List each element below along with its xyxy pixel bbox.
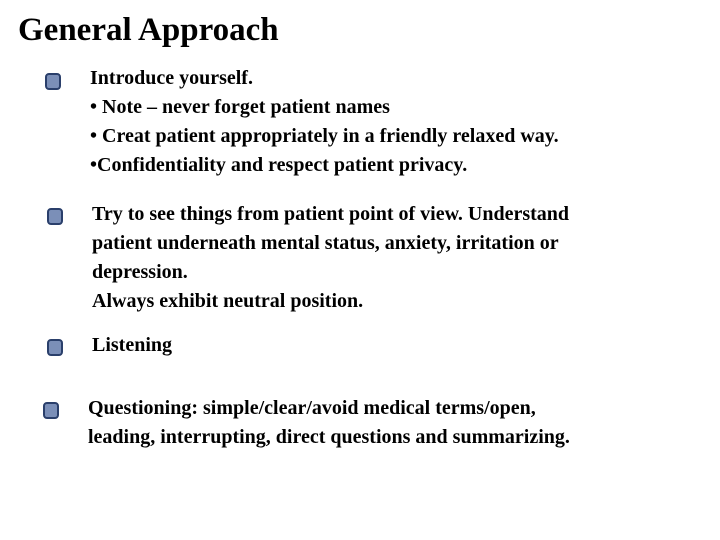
bullet-line: patient underneath mental status, anxiety, irritation or [92, 232, 559, 254]
rounded-square-bullet-icon [47, 339, 63, 356]
bullet-line: Try to see things from patient point of view. Understand [92, 203, 570, 225]
bullet-line: Questioning: simple/clear/avoid medical terms/open, [88, 397, 536, 419]
bullet-line: Always exhibit neutral position. [92, 290, 364, 312]
bullet-line: Introduce yourself. [90, 67, 253, 89]
bullet-line: • Note – never forget patient names [90, 96, 390, 118]
bullet-line: • Creat patient appropriately in a friendly relaxed way. [90, 125, 559, 147]
bullet-line: •Confidentiality and respect patient privacy. [90, 154, 468, 176]
bullet-text [88, 394, 570, 452]
bullet-line: depression. [92, 261, 188, 283]
rounded-square-bullet-icon [45, 73, 61, 90]
rounded-square-bullet-icon [43, 402, 59, 419]
bullet-line: leading, interrupting, direct questions and summarizing. [88, 426, 570, 448]
bullet-line: Listening [92, 334, 173, 356]
bullet-text [92, 200, 569, 316]
rounded-square-bullet-icon [47, 208, 63, 225]
bullet-text [90, 64, 559, 180]
slide-title: General Approach [18, 12, 279, 48]
bullet-text [92, 331, 172, 360]
